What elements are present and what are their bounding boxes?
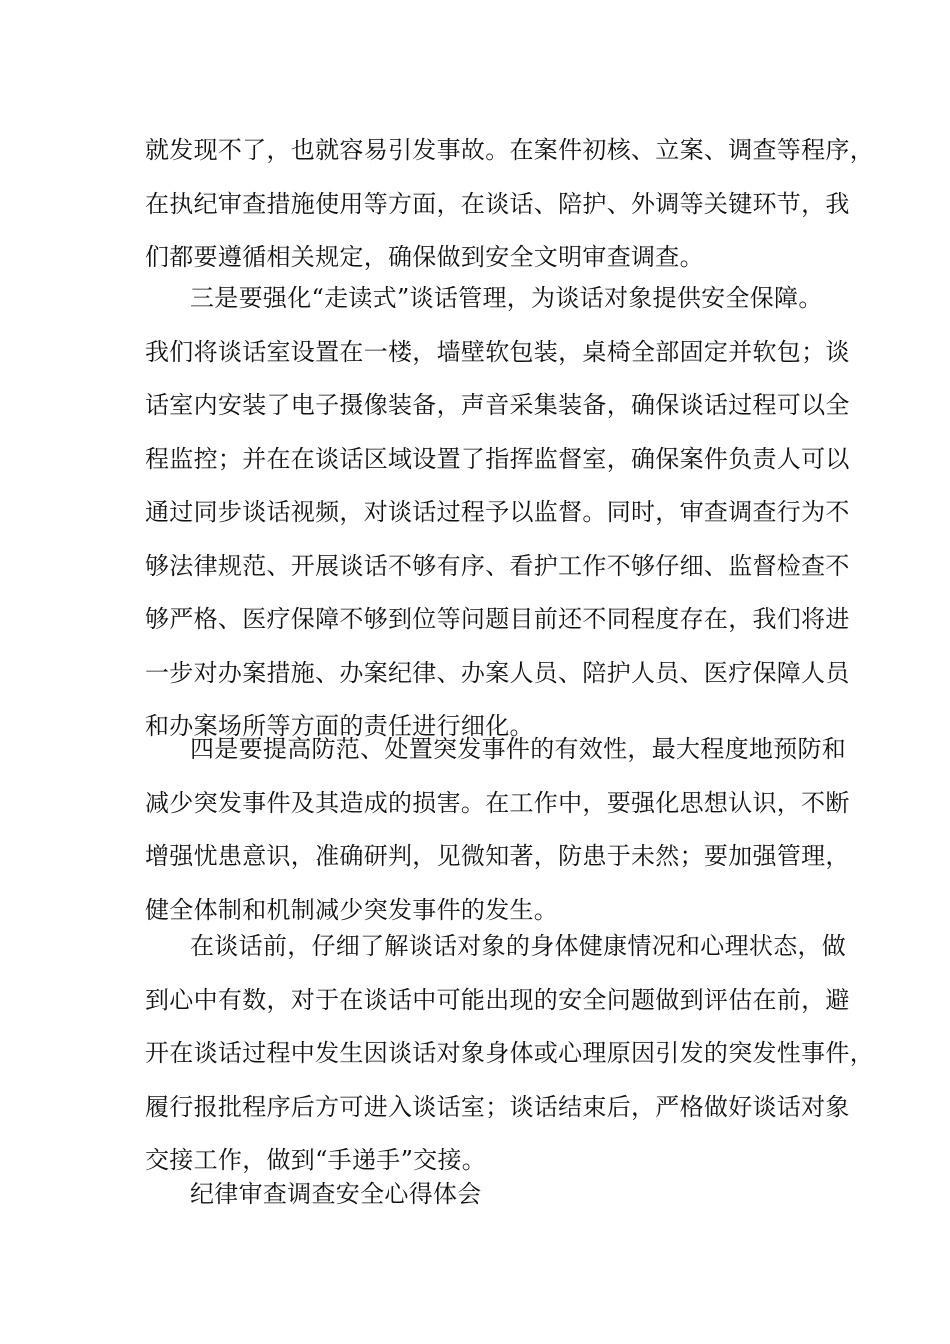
text-line: 在执纪审查措施使用等方面，在谈话、陪护、外调等关键环节，我 xyxy=(145,189,850,218)
text-line: 和办案场所等方面的责任进行细化。 xyxy=(145,712,534,740)
paragraph-3 xyxy=(145,723,850,937)
text-line: 够法律规范、开展谈话不够有序、看护工作不够仔细、监督检查不 xyxy=(145,551,850,580)
text-line: 交接工作，做到“手递手”交接。 xyxy=(145,1146,487,1174)
text-line: 开在谈话过程中发生因谈话对象身体或心理原因引发的突发性事件， xyxy=(145,1039,874,1067)
text-line: 健全体制和机制减少突发事件的发生。 xyxy=(145,895,559,924)
text-line: 三是要强化“走读式”谈话管理，为谈话对象提供安全保障。 xyxy=(190,284,823,312)
text-line: 增强忧患意识，准确研判，见微知著，防患于未然；要加强管理， xyxy=(145,842,850,870)
section-heading: 纪律审查调查安全心得体会 xyxy=(190,1180,482,1208)
text-line: 在谈话前，仔细了解谈话对象的身体健康情况和心理状态，做 xyxy=(190,932,847,960)
text-line: 们都要遵循相关规定，确保做到安全文明审查调查。 xyxy=(145,243,704,271)
text-line: 我们将谈话室设置在一楼，墙壁软包装，桌椅全部固定并软包；谈 xyxy=(145,337,850,366)
text-line: 履行报批程序后方可进入谈话室；谈话结束后，严格做好谈话对象 xyxy=(145,1092,850,1121)
text-line: 到心中有数，对于在谈话中可能出现的安全问题做到评估在前，避 xyxy=(145,985,850,1014)
paragraph-5 xyxy=(145,1168,815,1222)
text-line: 四是要提高防范、处置突发事件的有效性，最大程度地预防和 xyxy=(190,735,847,763)
text-line: 程监控；并在在谈话区域设置了指挥监督室，确保案件负责人可以 xyxy=(145,444,850,473)
text-line: 减少突发事件及其造成的损害。在工作中，要强化思想认识，不断 xyxy=(145,788,850,817)
paragraph-4 xyxy=(145,920,874,1188)
text-line: 够严格、医疗保障不够到位等问题目前还不同程度存在，我们将进 xyxy=(145,605,850,633)
paragraph-1 xyxy=(145,124,874,285)
text-line: 就发现不了，也就容易引发事故。在案件初核、立案、调查等程序， xyxy=(145,136,874,164)
text-line: 一步对办案措施、办案纪律、办案人员、陪护人员、医疗保障人员 xyxy=(145,658,850,687)
text-line: 话室内安装了电子摄像装备，声音采集装备，确保谈话过程可以全 xyxy=(145,391,850,419)
text-line: 通过同步谈话视频，对谈话过程予以监督。同时，审查调查行为不 xyxy=(145,498,850,526)
paragraph-2 xyxy=(145,272,850,754)
